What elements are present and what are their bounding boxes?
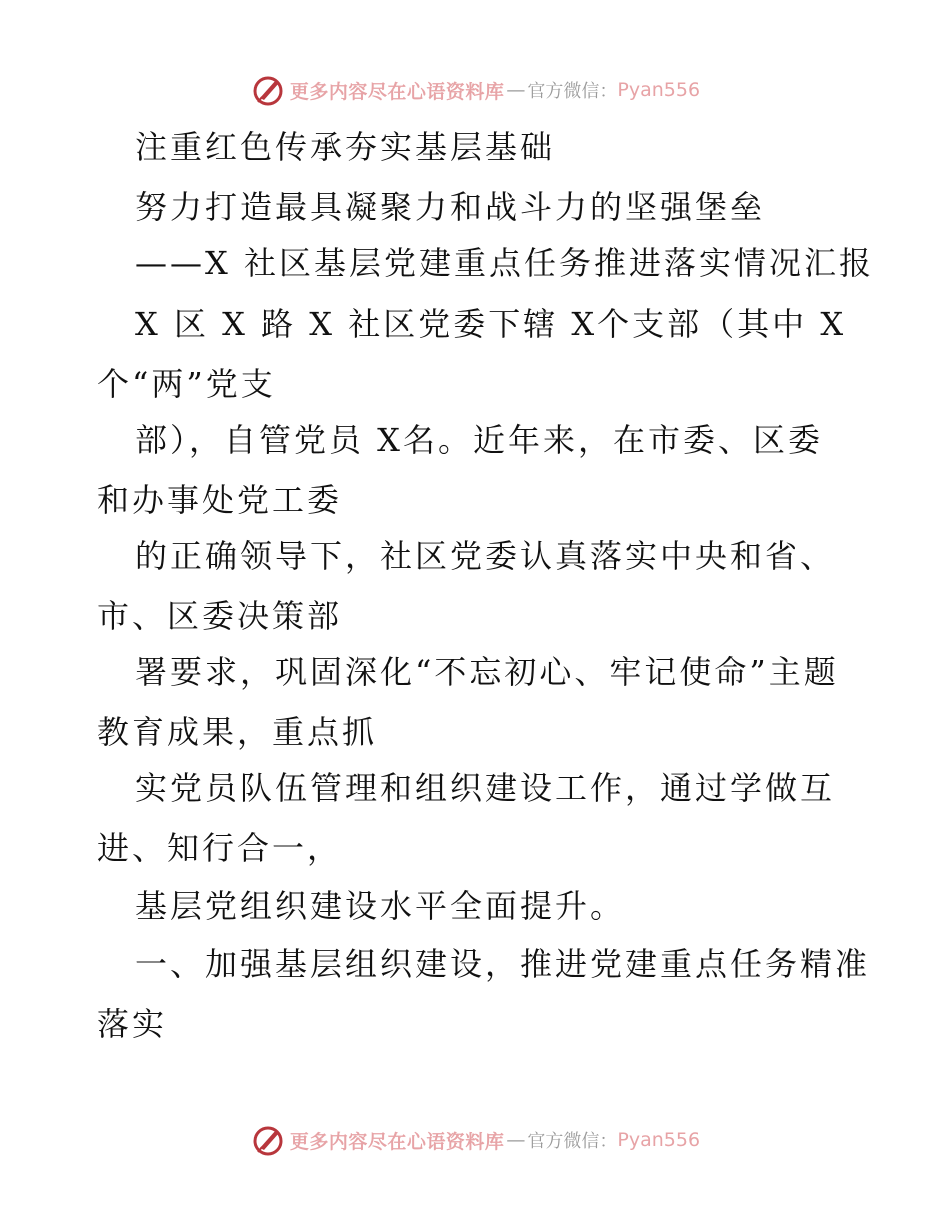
paragraph-line: 进、知行合一， <box>97 829 343 867</box>
section-heading: 一、加强基层组织建设，推进党建重点任务精准 <box>135 945 871 983</box>
paragraph-line: 的正确领导下，社区党委认真落实中央和省、 <box>135 537 836 575</box>
paragraph-line: 市、区委决策部 <box>97 597 343 635</box>
section-heading-continued: 落实 <box>97 1005 168 1043</box>
paragraph-line: 署要求，巩固深化“不忘初心、牢记使命”主题 <box>135 653 839 691</box>
watermark-dash: — <box>506 1129 526 1151</box>
header-watermark <box>0 70 950 110</box>
paragraph-line: 个“两”党支 <box>97 365 276 403</box>
paragraph-line: X 区 X 路 X 社区党委下辖 X个支部（其中 X <box>135 305 847 343</box>
paragraph-line: 部），自管党员 X名。近年来，在市委、区委 <box>135 421 823 459</box>
document-title: 注重红色传承夯实基层基础 <box>135 128 556 166</box>
footer-watermark <box>0 1120 950 1160</box>
watermark-sub-text: 官方微信： <box>527 1131 618 1152</box>
watermark-main-text: 更多内容尽在心语资料库 <box>289 1130 505 1153</box>
paragraph-line: 实党员队伍管理和组织建设工作，通过学做互 <box>135 769 836 807</box>
paragraph-line: 基层党组织建设水平全面提升。 <box>135 887 626 925</box>
document-report-title: ——X 社区基层党建重点任务推进落实情况汇报 <box>135 244 874 282</box>
watermark-sub-text: 官方微信： <box>527 81 618 102</box>
watermark-wechat-id: Pyan556 <box>617 79 701 101</box>
watermark-wechat-id: Pyan556 <box>617 1129 701 1151</box>
document-subtitle: 努力打造最具凝聚力和战斗力的坚强堡垒 <box>135 188 766 226</box>
quill-pen-circle-logo-icon <box>250 1122 286 1158</box>
paragraph-line: 教育成果，重点抓 <box>97 713 378 751</box>
watermark-dash: — <box>506 79 526 101</box>
paragraph-line: 和办事处党工委 <box>97 481 343 519</box>
quill-pen-circle-logo-icon <box>250 72 286 108</box>
watermark-main-text: 更多内容尽在心语资料库 <box>289 80 505 103</box>
